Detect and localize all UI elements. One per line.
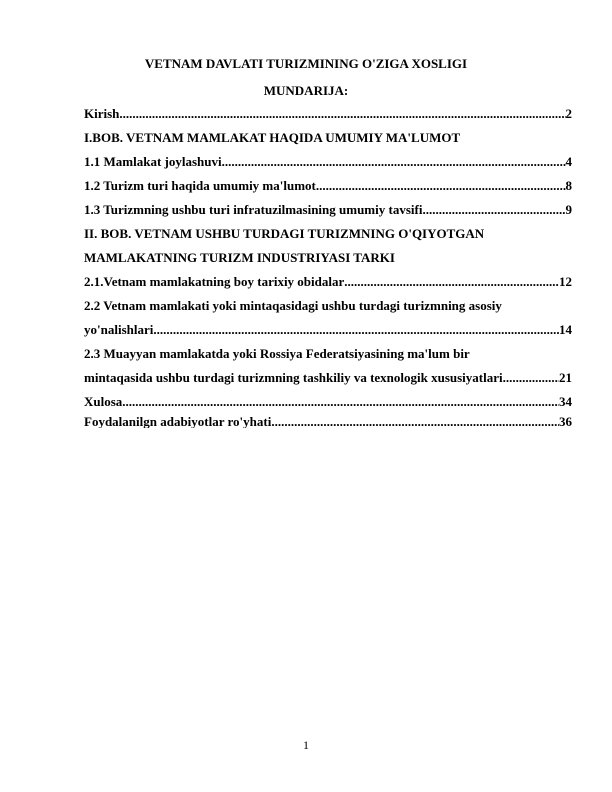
toc-entry-page: 21 bbox=[559, 370, 572, 385]
table-of-contents bbox=[84, 102, 572, 428]
toc-entry-page: 14 bbox=[559, 322, 572, 337]
toc-entry-chapter-1 bbox=[84, 126, 572, 150]
toc-entry-page: 34 bbox=[559, 394, 572, 409]
toc-entry-2-2-cont bbox=[84, 318, 572, 342]
toc-entry-page: 8 bbox=[565, 178, 572, 193]
toc-entry-chapter-2-cont bbox=[84, 246, 572, 270]
toc-entry-text: Xulosa bbox=[84, 394, 123, 409]
toc-entry-text: I.BOB. VETNAM MAMLAKAT HAQIDA UMUMIY MA'LUMOT bbox=[84, 130, 461, 145]
toc-dot-leader bbox=[344, 274, 559, 290]
toc-entry-page: 2 bbox=[565, 106, 572, 121]
toc-dot-leader bbox=[119, 106, 565, 122]
toc-entry-xulosa bbox=[84, 390, 572, 414]
toc-entry-2-3 bbox=[84, 342, 572, 366]
toc-entry-page: 36 bbox=[559, 414, 572, 428]
toc-entry-text: 2.2 Vetnam mamlakati yoki mintaqasidagi ushbu turdagi turizmning asosiy bbox=[84, 298, 502, 313]
toc-dot-leader bbox=[316, 178, 566, 194]
toc-entry-text: MAMLAKATNING TURIZM INDUSTRIYASI TARKI bbox=[84, 250, 395, 265]
table-of-contents-heading: MUNDARIJA: bbox=[263, 83, 349, 98]
toc-entry-2-1 bbox=[84, 270, 572, 294]
toc-dot-leader bbox=[122, 394, 559, 410]
toc-entry-text: 1.3 Turizmning ushbu turi infratuzilmasining umumiy tavsifi bbox=[84, 202, 423, 217]
toc-entry-text: 1.2 Turizm turi haqida umumiy ma'lumot bbox=[84, 178, 316, 193]
toc-entry-text: 2.3 Muayyan mamlakatda yoki Rossiya Federatsiyasining ma'lum bir bbox=[84, 346, 470, 361]
toc-entry-1-2 bbox=[84, 174, 572, 198]
toc-entry-2-3-cont bbox=[84, 366, 572, 390]
page-number: 1 bbox=[303, 738, 309, 752]
toc-entry-page: 12 bbox=[559, 274, 572, 289]
toc-entry-adabiyotlar bbox=[84, 414, 572, 428]
toc-dot-leader bbox=[153, 322, 559, 338]
toc-dot-leader bbox=[422, 202, 565, 218]
toc-entry-text: yo'nalishlari bbox=[84, 322, 154, 337]
toc-dot-leader bbox=[222, 154, 566, 170]
toc-entry-text: II. BOB. VETNAM USHBU TURDAGI TURIZMNING O'QIYOTGAN bbox=[84, 226, 485, 241]
toc-entry-chapter-2 bbox=[84, 222, 572, 246]
toc-entry-2-2 bbox=[84, 294, 572, 318]
toc-entry-page: 9 bbox=[565, 202, 572, 217]
toc-entry-page: 4 bbox=[565, 154, 572, 169]
toc-entry-text: 1.1 Mamlakat joylashuvi bbox=[84, 154, 222, 169]
toc-entry-text: Kirish bbox=[84, 106, 120, 121]
toc-entry-kirish bbox=[84, 102, 572, 126]
toc-dot-leader bbox=[271, 414, 559, 428]
toc-entry-1-3 bbox=[84, 198, 572, 222]
document-title: VETNAM DAVLATI TURIZMINING O'ZIGA XOSLIGI bbox=[144, 56, 468, 71]
toc-entry-text: 2.1.Vetnam mamlakatning boy tarixiy obidalar bbox=[84, 274, 345, 289]
toc-entry-1-1 bbox=[84, 150, 572, 174]
toc-dot-leader bbox=[503, 370, 559, 386]
toc-entry-text: Foydalanilgn adabiyotlar ro'yhati bbox=[84, 414, 272, 428]
toc-entry-text: mintaqasida ushbu turdagi turizmning tashkiliy va texnologik xususiyatlari bbox=[84, 370, 503, 385]
